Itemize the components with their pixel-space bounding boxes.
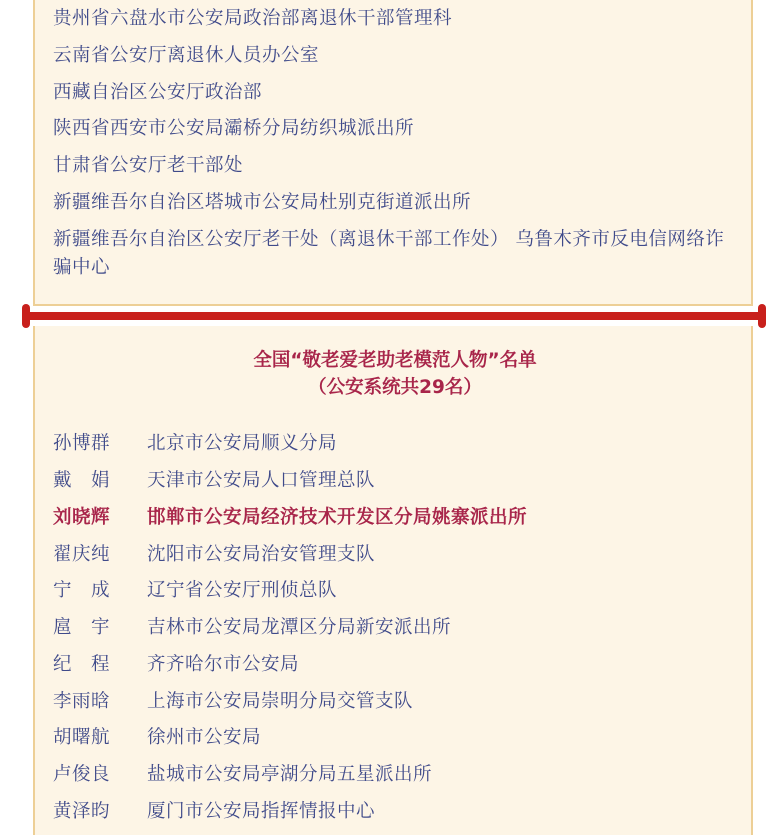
person-row bbox=[53, 541, 375, 569]
person-row bbox=[53, 430, 337, 458]
person-name: 扈 宇 bbox=[53, 617, 111, 638]
org-item: 甘肃省公安厅老干部处 bbox=[53, 155, 244, 176]
org-item: 新疆维吾尔自治区公安厅老干处（离退休干部工作处） 乌鲁木齐市反电信网络诈骗中心 bbox=[53, 229, 725, 278]
person-name: 戴 娟 bbox=[53, 470, 111, 491]
red-divider bbox=[22, 304, 766, 328]
org-item: 西藏自治区公安厅政治部 bbox=[53, 82, 263, 103]
org-item: 新疆维吾尔自治区塔城市公安局杜别克街道派出所 bbox=[53, 192, 472, 213]
person-row bbox=[53, 724, 261, 752]
person-unit: 天津市公安局人口管理总队 bbox=[147, 470, 376, 491]
person-unit: 上海市公安局崇明分局交管支队 bbox=[147, 691, 414, 712]
list-subtitle: （公安系统共29名） bbox=[308, 377, 482, 398]
person-unit: 吉林市公安局龙潭区分局新安派出所 bbox=[147, 617, 452, 638]
person-unit: 徐州市公安局 bbox=[147, 727, 262, 748]
person-unit: 北京市公安局顺义分局 bbox=[147, 433, 338, 454]
person-unit: 厦门市公安局指挥情报中心 bbox=[147, 801, 376, 822]
person-unit: 辽宁省公安厅刑侦总队 bbox=[147, 580, 338, 601]
person-row bbox=[53, 467, 375, 495]
org-item: 陕西省西安市公安局灞桥分局纺织城派出所 bbox=[53, 118, 415, 139]
divider-bar bbox=[28, 312, 760, 320]
person-name: 孙博群 bbox=[53, 433, 111, 454]
person-row bbox=[53, 798, 375, 826]
person-name: 李雨晗 bbox=[53, 691, 111, 712]
honor-list-panel bbox=[33, 326, 753, 835]
person-unit: 盐城市公安局亭湖分局五星派出所 bbox=[147, 764, 433, 785]
person-unit: 齐齐哈尔市公安局 bbox=[147, 654, 300, 675]
person-row bbox=[53, 761, 432, 789]
person-row bbox=[53, 688, 413, 716]
person-unit: 沈阳市公安局治安管理支队 bbox=[147, 544, 376, 565]
person-name: 卢俊良 bbox=[53, 764, 111, 785]
divider-right-cap bbox=[758, 304, 766, 328]
person-row bbox=[53, 577, 337, 605]
person-name: 翟庆纯 bbox=[53, 544, 111, 565]
person-row bbox=[53, 614, 451, 642]
person-name: 刘晓辉 bbox=[53, 507, 111, 528]
org-item: 贵州省六盘水市公安局政治部离退休干部管理科 bbox=[53, 8, 453, 29]
person-row-highlighted bbox=[53, 504, 527, 532]
org-item: 云南省公安厅离退休人员办公室 bbox=[53, 45, 320, 66]
person-unit: 邯郸市公安局经济技术开发区分局姚寨派出所 bbox=[147, 507, 528, 528]
person-row bbox=[53, 651, 299, 679]
person-name: 黄泽昀 bbox=[53, 801, 111, 822]
person-name: 纪 程 bbox=[53, 654, 111, 675]
person-name: 胡曙航 bbox=[53, 727, 111, 748]
person-name: 宁 成 bbox=[53, 580, 111, 601]
list-title: 全国“敬老爱老助老模范人物”名单 bbox=[253, 350, 537, 371]
divider-left-cap bbox=[22, 304, 30, 328]
organizations-panel bbox=[33, 0, 753, 306]
